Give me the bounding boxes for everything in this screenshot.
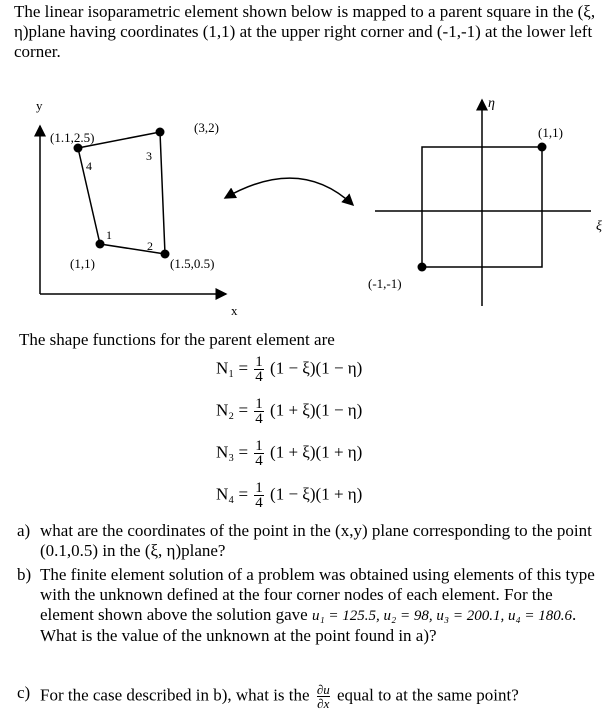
- quarter-fraction: [254, 355, 264, 384]
- y-axis-label: y: [36, 98, 43, 113]
- equation-n1: [216, 355, 362, 384]
- question-a-text: what are the coordinates of the point in the (x,y) plane corresponding to the point (0.1,0.5) in the (ξ, η)plane?: [40, 521, 592, 560]
- fraction-numerator: 1: [255, 438, 263, 454]
- fraction-denominator: 4: [255, 495, 263, 511]
- question-c-text-pre: For the case described in b), what is the: [40, 685, 310, 705]
- equation-lhs: N₃ =: [216, 442, 249, 462]
- partial-numerator: ∂u: [316, 682, 330, 697]
- fraction-denominator: 4: [255, 453, 263, 469]
- node-2-coord: (1.5,0.5): [170, 256, 215, 271]
- question-b-values: u₁ = 125.5, u₂ = 98, u₃ = 200.1, u₄ = 180.6: [311, 608, 573, 624]
- parent-lower-left-label: (-1,-1): [368, 276, 402, 291]
- xi-label: ξ: [596, 219, 602, 234]
- node-4-coord: (1.1,2.5): [50, 130, 95, 145]
- question-c-text-post: equal to at the same point?: [337, 685, 519, 705]
- question-b: [17, 565, 600, 646]
- equation-rhs: (1 − ξ)(1 − η): [270, 358, 363, 378]
- quarter-fraction: [254, 481, 264, 510]
- question-b-text2: . What is the value of the unknown at the point found in a)?: [40, 605, 577, 645]
- equation-n4: [216, 481, 362, 510]
- fraction-denominator: 4: [255, 411, 263, 427]
- node-1-coord: (1,1): [70, 256, 95, 271]
- intro-text: The linear isoparametric element shown below is mapped to a parent square in the (ξ, η)plane having coordinates (1,1) at the upper right corner and (-1,-1) at the lower left corner.: [14, 2, 596, 61]
- node-3-coord: (3,2): [194, 120, 219, 135]
- partial-denominator: ∂x: [317, 696, 330, 711]
- node-2-number: 2: [147, 239, 153, 253]
- question-c: [17, 682, 600, 711]
- question-b-tag: b): [17, 565, 32, 584]
- partial-derivative: [317, 683, 330, 710]
- x-axis-label: x: [231, 303, 238, 318]
- mapping-arrow: [225, 178, 353, 205]
- question-a: [17, 521, 600, 561]
- equation-n2: [216, 397, 362, 426]
- question-b-text: The finite element solution of a problem was obtained using elements of this type with the unknown defined at the four corner nodes of each element. For the element shown above the solution gave: [40, 565, 595, 624]
- fraction-denominator: 4: [255, 369, 263, 385]
- shape-functions-lead: The shape functions for the parent element are: [19, 330, 335, 349]
- node-3: [156, 128, 165, 137]
- node-1: [96, 240, 105, 249]
- quarter-fraction: [254, 397, 264, 426]
- equation-rhs: (1 − ξ)(1 + η): [270, 484, 363, 504]
- equation-rhs: (1 + ξ)(1 − η): [270, 400, 363, 420]
- fraction-numerator: 1: [255, 354, 263, 370]
- question-a-tag: a): [17, 521, 31, 540]
- equation-lhs: N₁ =: [216, 358, 249, 378]
- node-1-number: 1: [106, 228, 112, 242]
- equation-lhs: N₂ =: [216, 400, 249, 420]
- fraction-numerator: 1: [255, 480, 263, 496]
- parent-node-ur: [538, 143, 547, 152]
- fraction-numerator: 1: [255, 396, 263, 412]
- equation-lhs: N₄ =: [216, 484, 249, 504]
- question-c-tag: c): [17, 683, 31, 702]
- node-2: [161, 250, 170, 259]
- parent-node-ll: [418, 263, 427, 272]
- equation-n3: [216, 439, 362, 468]
- parent-upper-right-label: (1,1): [538, 125, 563, 140]
- node-4-number: 4: [86, 159, 92, 173]
- equation-rhs: (1 + ξ)(1 + η): [270, 442, 363, 462]
- node-3-number: 3: [146, 149, 152, 163]
- eta-label: η: [488, 96, 495, 111]
- quarter-fraction: [254, 439, 264, 468]
